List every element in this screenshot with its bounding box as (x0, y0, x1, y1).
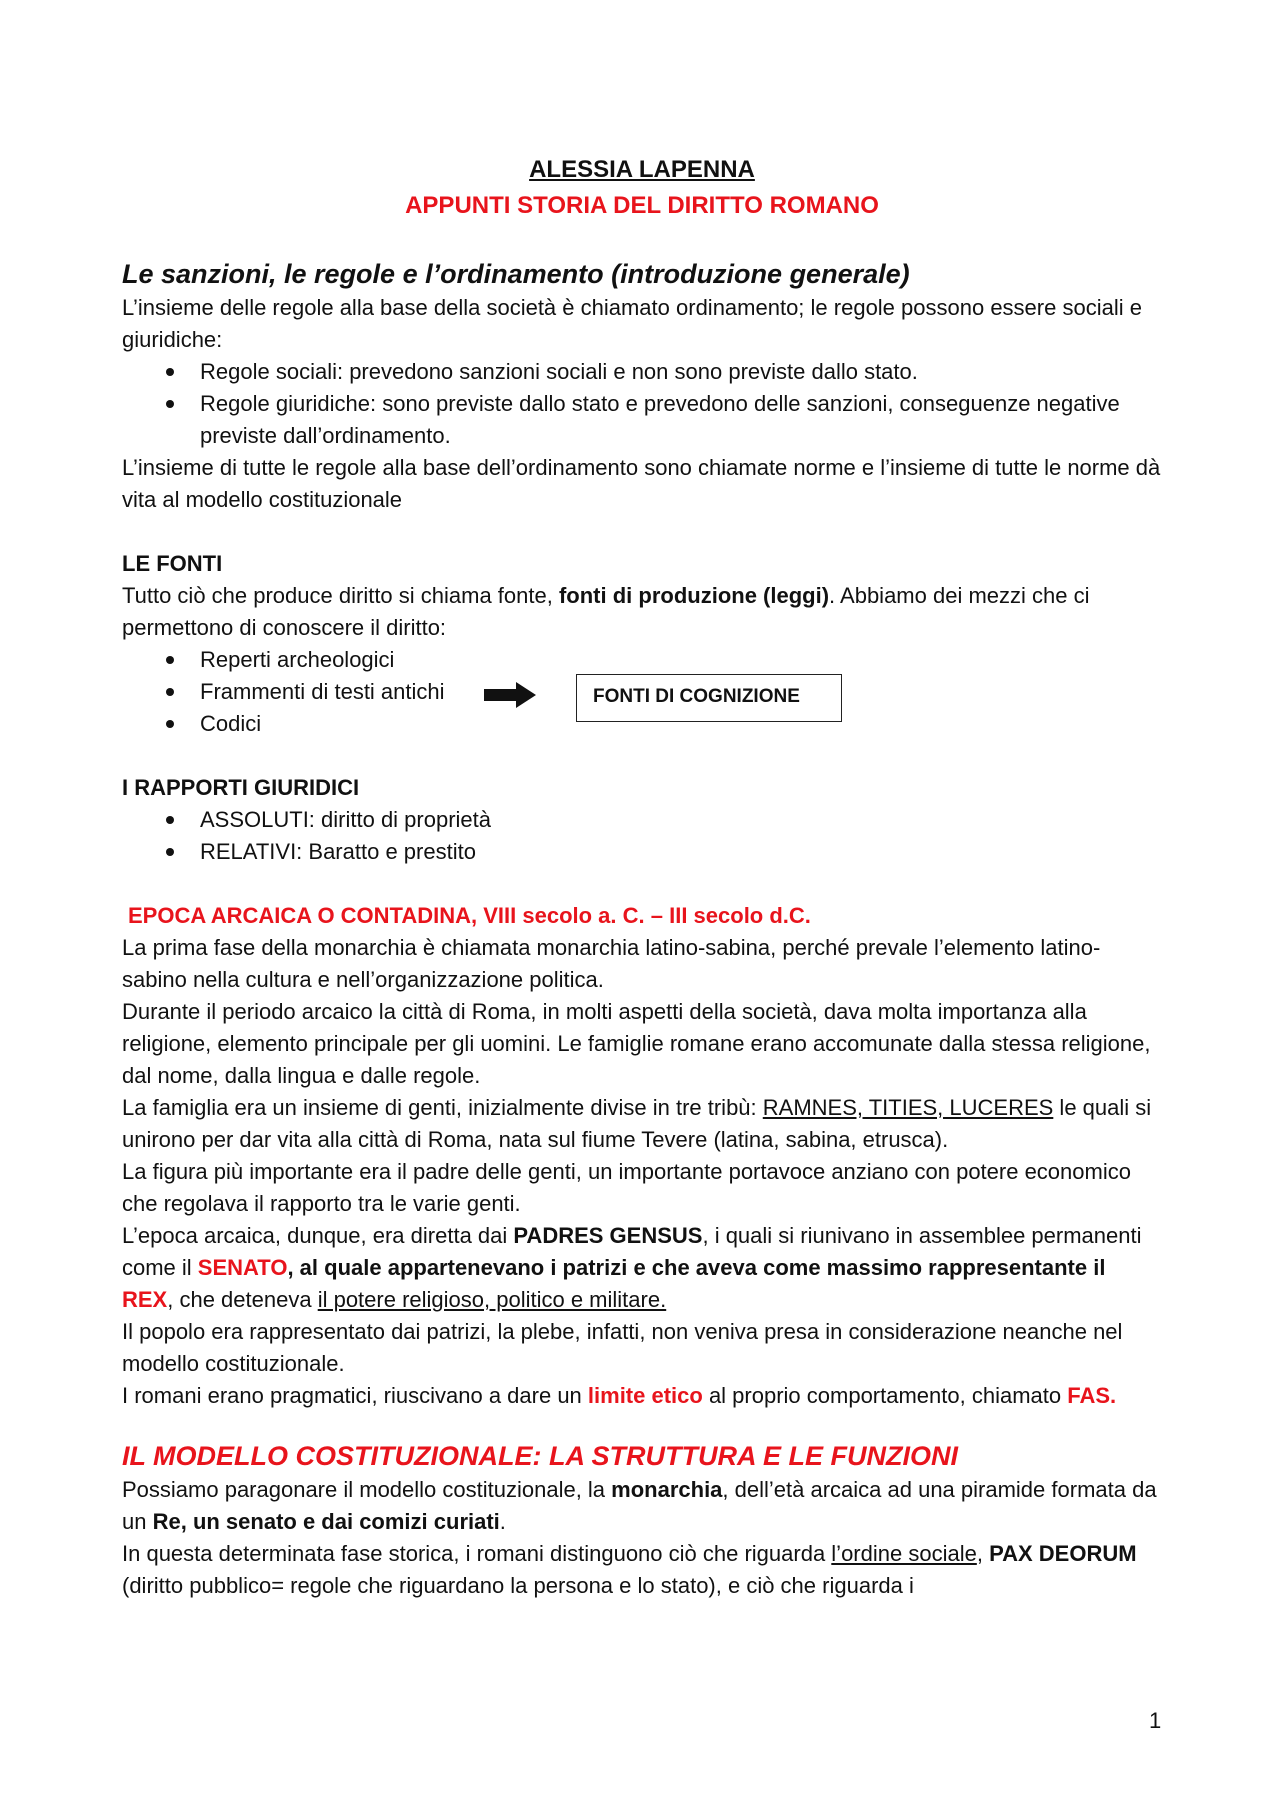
list-item: Codici (122, 708, 1162, 740)
list-regole (122, 356, 1162, 452)
list-rapporti (122, 804, 1162, 868)
right-arrow-icon (484, 682, 536, 708)
page-number: 1 (1149, 1708, 1162, 1733)
document-title: APPUNTI STORIA DEL DIRITTO ROMANO (405, 192, 879, 219)
document-body (122, 152, 1162, 1602)
paragraph-modello-1: Possiamo paragonare il modello costituzionale, la monarchia, dell’età arcaica ad una piramide formata da un Re, un senato e dai comizi curiati. (122, 1477, 1157, 1534)
paragraph-arcaica-4: La figura più importante era il padre delle genti, un importante portavoce anziano con potere economico che regolava il rapporto tra le varie genti. (122, 1159, 1131, 1216)
paragraph-fonti: Tutto ciò che produce diritto si chiama fonte, fonti di produzione (leggi). Abbiamo dei mezzi che ci permettono di conoscere il diritto: (122, 583, 1090, 640)
paragraph-arcaica-5: L’epoca arcaica, dunque, era diretta dai PADRES GENSUS, i quali si riunivano in assemblee permanenti come il SENATO, al quale appartenevano i patrizi e che aveva come massimo rappresentante il REX, che deteneva il potere religioso, politico e militare. (122, 1223, 1142, 1312)
fonti-cognizione-box: FONTI DI COGNIZIONE (576, 674, 842, 722)
paragraph-arcaica-6: Il popolo era rappresentato dai patrizi, la plebe, infatti, non veniva presa in considerazione neanche nel modello costituzionale. (122, 1319, 1123, 1376)
paragraph-arcaica-7: I romani erano pragmatici, riuscivano a dare un limite etico al proprio comportamento, chiamato FAS. (122, 1383, 1117, 1408)
list-item: ASSOLUTI: diritto di proprietà (122, 804, 1162, 836)
list-item: Frammenti di testi antichi (122, 676, 1162, 708)
list-item: Reperti archeologici (122, 644, 1162, 676)
paragraph-norme: L’insieme di tutte le regole alla base dell’ordinamento sono chiamate norme e l’insieme di tutte le norme dà vita al modello costituzionale (122, 455, 1161, 512)
list-item: Regole giuridiche: sono previste dallo stato e prevedono delle sanzioni, conseguenze negative previste dall’ordinamento. (122, 388, 1162, 452)
section-heading-arcaica: EPOCA ARCAICA O CONTADINA, VIII secolo a. C. – III secolo d.C. (128, 903, 811, 928)
paragraph-arcaica-2: Durante il periodo arcaico la città di Roma, in molti aspetti della società, dava molta importanza alla religione, elemento principale per gli uomini. Le famiglie romane erano accomunate dalla stessa religione, dal nome, dalla lingua e dalle regole. (122, 999, 1151, 1088)
section-heading-sanzioni: Le sanzioni, le regole e l’ordinamento (introduzione generale) (122, 259, 910, 289)
paragraph-modello-2: In questa determinata fase storica, i romani distinguono ciò che riguarda l’ordine sociale, PAX DEORUM (diritto pubblico= regole che riguardano la persona e lo stato), e ciò che riguarda i (122, 1541, 1137, 1598)
section-heading-modello: IL MODELLO COSTITUZIONALE: LA STRUTTURA E LE FUNZIONI (122, 1441, 958, 1471)
paragraph-arcaica-1: La prima fase della monarchia è chiamata monarchia latino-sabina, perché prevale l’elemento latino-sabino nella cultura e nell’organizzazione politica. (122, 935, 1101, 992)
list-item: RELATIVI: Baratto e prestito (122, 836, 1162, 868)
section-heading-rapporti: I RAPPORTI GIURIDICI (122, 775, 360, 800)
author-name: ALESSIA LAPENNA (529, 156, 755, 183)
section-heading-fonti: LE FONTI (122, 551, 223, 576)
paragraph-intro: L’insieme delle regole alla base della società è chiamato ordinamento; le regole possono essere sociali e giuridiche: (122, 295, 1142, 352)
paragraph-arcaica-3: La famiglia era un insieme di genti, inizialmente divise in tre tribù: RAMNES, TITIES, LUCERES le quali si unirono per dar vita alla città di Roma, nata sul fiume Tevere (latina, sabina, etrusca). (122, 1095, 1152, 1152)
fonti-list-wrap (122, 644, 1162, 740)
list-item: Regole sociali: prevedono sanzioni sociali e non sono previste dallo stato. (122, 356, 1162, 388)
